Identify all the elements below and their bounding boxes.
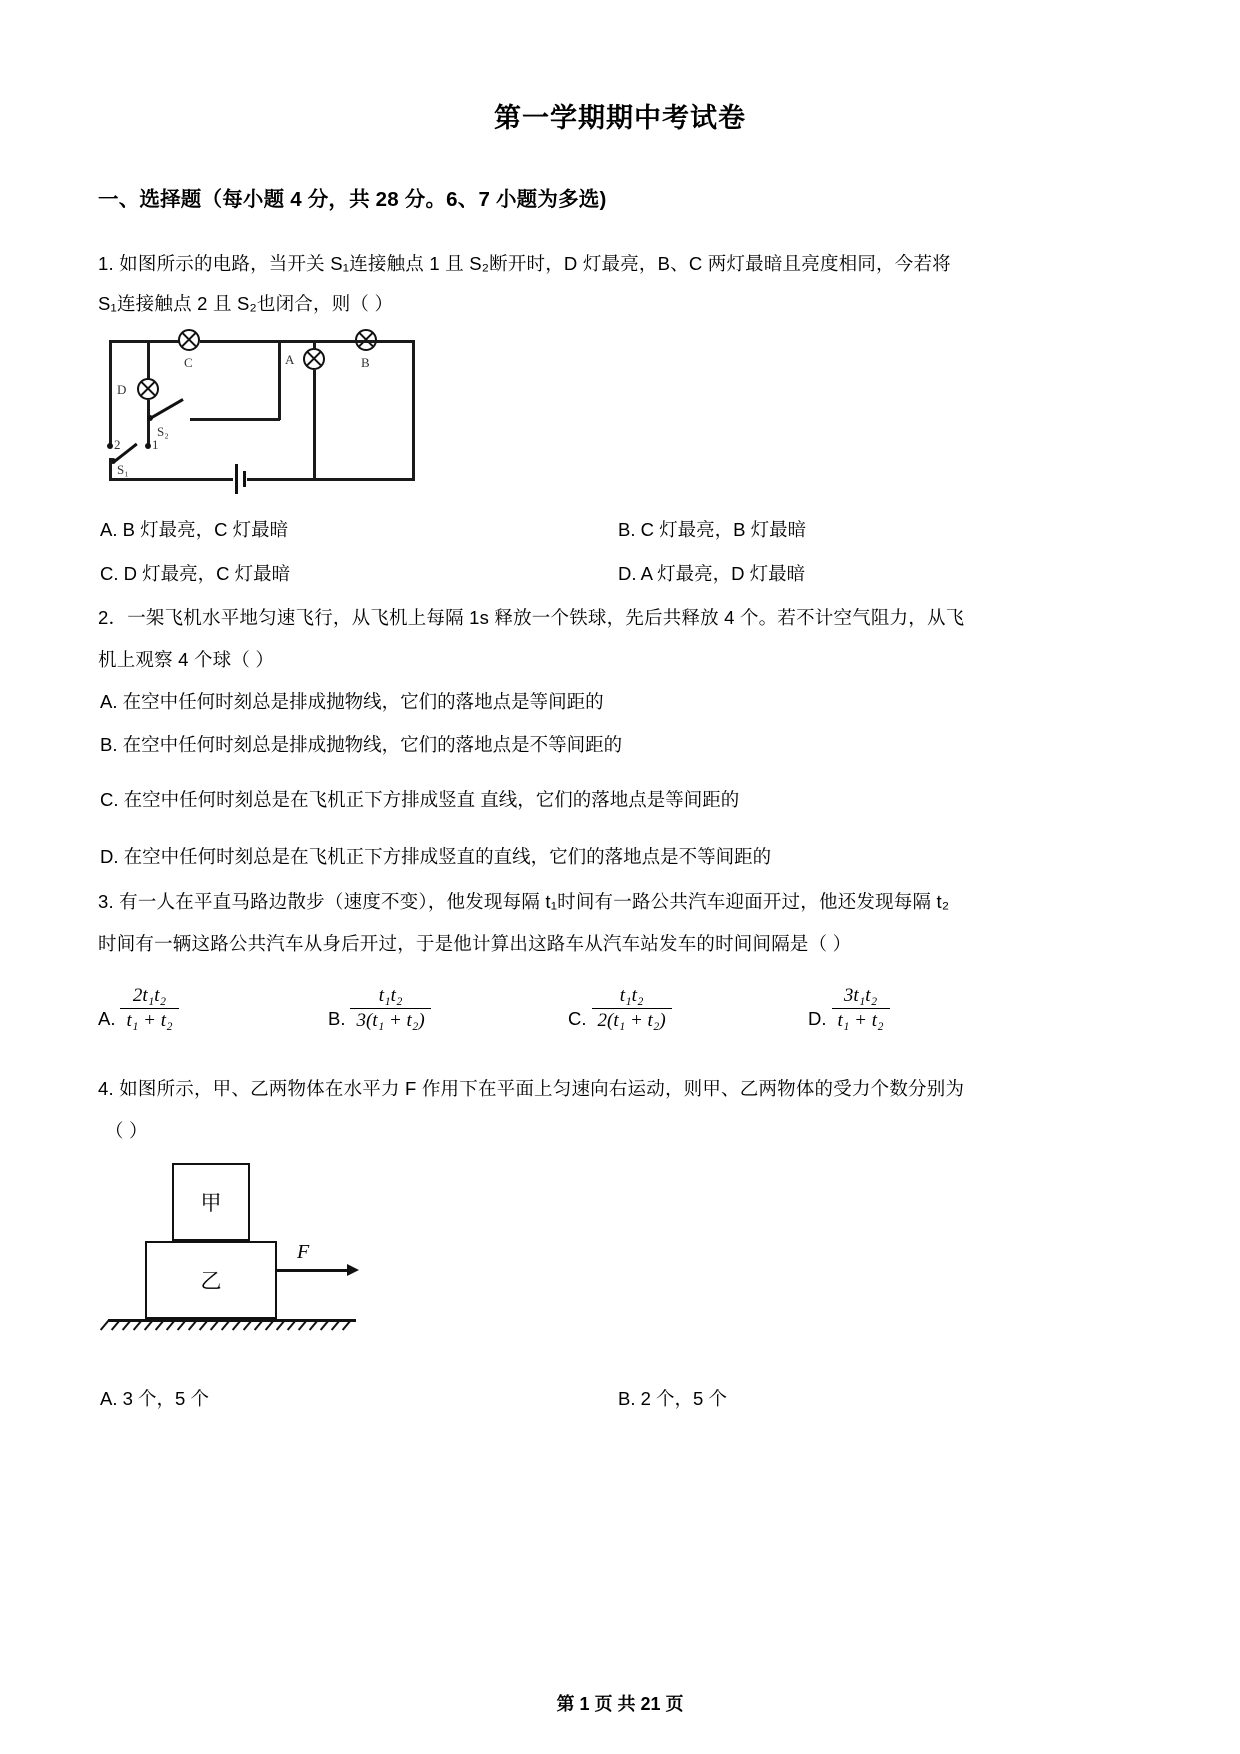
question-3-option-a-label: A. [98, 1007, 116, 1029]
wire-right-outer [412, 340, 415, 478]
fraction-b-denominator: 3(t₁ + t₂) [350, 1008, 430, 1032]
section-heading: 一、选择题（每小题 4 分，共 28 分。6、7 小题为多选) [98, 188, 607, 211]
wire-mid-vertical [278, 340, 281, 420]
question-3-option-c-label: C. [568, 1007, 587, 1029]
wire-top-mid [200, 340, 280, 343]
switch-s1-label: S₁ [117, 462, 129, 477]
question-2-line-2: 机上观察 4 个球（ ） [98, 649, 275, 670]
force-arrow-line [277, 1269, 349, 1272]
question-1-option-d[interactable]: D. A 灯最亮，D 灯最暗 [618, 563, 806, 584]
question-3-option-a[interactable] [98, 985, 179, 1032]
question-2-option-c[interactable]: C. 在空中任何时刻总是在飞机正下方排成竖直 直线，它们的落地点是等间距的 [100, 789, 740, 810]
fraction-b [350, 985, 430, 1032]
question-4-line-1: 4. 如图所示，甲、乙两物体在水平力 F 作用下在平面上匀速向右运动，则甲、乙两物体的受力个数分别为 [98, 1078, 965, 1099]
hatch-mark [100, 1319, 110, 1330]
fraction-a-denominator: t₁ + t₂ [120, 1008, 178, 1032]
terminal-2-label: 2 [114, 437, 121, 452]
question-3-line-1: 3. 有一人在平直马路边散步（速度不变），他发现每隔 t₁时间有一路公共汽车迎面开过，他还发现每隔 t₂ [98, 891, 950, 912]
block-bottom: 乙 [145, 1241, 277, 1319]
block-top: 甲 [172, 1163, 250, 1241]
wire-d-top [147, 340, 150, 380]
lamp-c-label: C [184, 355, 193, 370]
question-3-option-d[interactable] [808, 985, 890, 1032]
wire-s2-branch [190, 418, 280, 421]
wire-d-bottom [147, 400, 150, 448]
question-2-option-a[interactable]: A. 在空中任何时刻总是排成抛物线，它们的落地点是等间距的 [100, 691, 604, 712]
fraction-d-denominator: t₁ + t₂ [832, 1008, 890, 1032]
fraction-c [592, 985, 672, 1032]
wire-bottom-left [109, 478, 233, 481]
fraction-a [120, 985, 178, 1032]
wire-top-to-a [313, 340, 415, 343]
lamp-d-label: D [117, 382, 127, 397]
question-1-option-b[interactable]: B. C 灯最亮，B 灯最暗 [618, 519, 807, 540]
fraction-d-numerator: 3t₁t₂ [843, 985, 878, 1006]
fraction-c-numerator: t₁t₂ [619, 985, 644, 1006]
question-2-line-1: 2．一架飞机水平地匀速飞行，从飞机上每隔 1s 释放一个铁球，先后共释放 4 个。若不计空气阻力，从飞 [98, 607, 965, 628]
wire-bottom-far-right [313, 478, 415, 481]
wire-left-outer [109, 340, 112, 448]
question-1-line-1: 1. 如图所示的电路，当开关 S₁连接触点 1 且 S₂断开时，D 灯最亮，B、C 两灯最暗且亮度相同，今若将 [98, 253, 951, 274]
force-arrow-head [347, 1264, 359, 1276]
wire-bottom-right [247, 478, 315, 481]
force-label: F [297, 1241, 310, 1263]
question-4-option-b[interactable]: B. 2 个，5 个 [618, 1388, 727, 1409]
question-3-option-c[interactable] [568, 985, 672, 1032]
circuit-diagram-figure [95, 330, 415, 495]
fraction-b-numerator: t₁t₂ [378, 985, 403, 1006]
fraction-a-numerator: 2t₁t₂ [132, 985, 167, 1006]
question-4-line-2: （ ） [105, 1120, 148, 1141]
lamp-b-label: B [361, 355, 370, 370]
switch-s2-blade [149, 398, 183, 419]
question-2-option-d[interactable]: D. 在空中任何时刻总是在飞机正下方排成竖直的直线，它们的落地点是不等间距的 [100, 846, 772, 867]
battery-long-plate [235, 464, 238, 494]
fraction-d [832, 985, 890, 1032]
question-4-option-a[interactable]: A. 3 个，5 个 [100, 1388, 209, 1409]
lamp-a-icon [303, 348, 325, 370]
terminal-1-label: 1 [152, 437, 159, 452]
question-1-line-2: S₁连接触点 2 且 S₂也闭合，则（ ） [98, 293, 394, 314]
terminal-2-node [107, 443, 113, 449]
switch-s2-label: S₂ [157, 424, 169, 439]
wire-a-lower [313, 370, 316, 478]
battery-short-plate [243, 471, 246, 487]
wire-top-left [109, 340, 179, 343]
question-1-option-a[interactable]: A. B 灯最亮，C 灯最暗 [100, 519, 289, 540]
terminal-1-node [145, 443, 151, 449]
lamp-c-icon [178, 329, 200, 351]
question-3-line-2: 时间有一辆这路公共汽车从身后开过，于是他计算出这路车从汽车站发车的时间间隔是（ ） [98, 933, 852, 954]
wire-left-bottom [109, 458, 112, 480]
question-1-option-c[interactable]: C. D 灯最亮，C 灯最暗 [100, 563, 291, 584]
fraction-c-denominator: 2(t₁ + t₂) [592, 1008, 672, 1032]
question-2-option-b[interactable]: B. 在空中任何时刻总是排成抛物线，它们的落地点是不等间距的 [100, 734, 623, 755]
question-3-fraction-options [98, 985, 1158, 1047]
question-3-option-b-label: B. [328, 1007, 346, 1029]
blocks-diagram-figure [100, 1155, 520, 1345]
question-3-option-b[interactable] [328, 985, 431, 1032]
page-title: 第一学期期中考试卷 [494, 103, 746, 133]
lamp-d-icon [137, 378, 159, 400]
lamp-a-label: A [285, 352, 295, 367]
question-3-option-d-label: D. [808, 1007, 827, 1029]
page-footer: 第 1 页 共 21 页 [556, 1694, 684, 1714]
